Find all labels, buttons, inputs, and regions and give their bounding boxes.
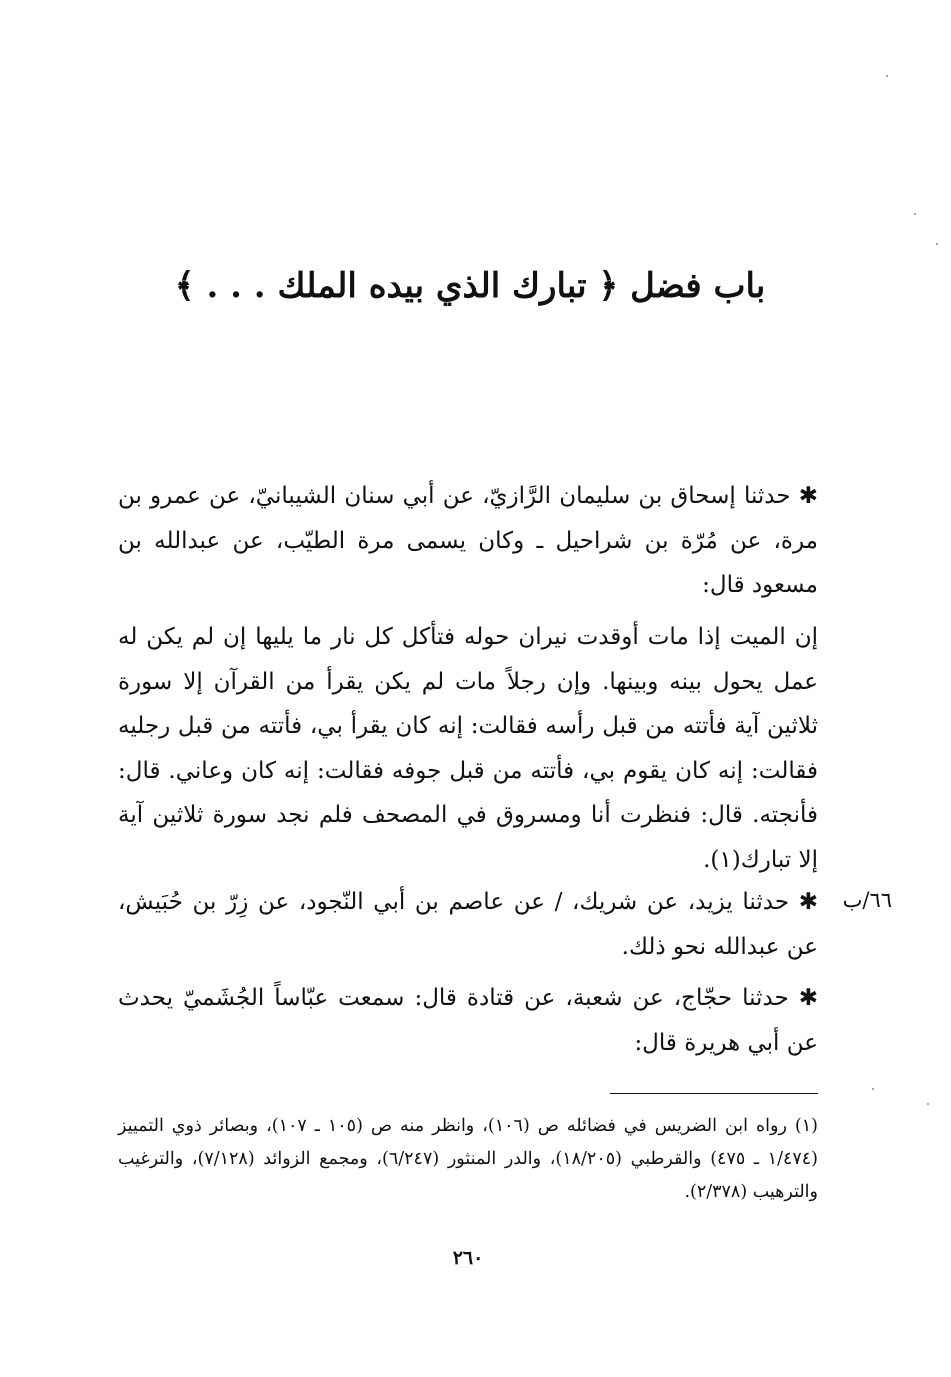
scan-speck xyxy=(872,1088,874,1090)
scan-speck xyxy=(927,1103,929,1105)
scan-speck xyxy=(936,243,938,245)
hadith-paragraph: ✱ حدثنا حجّاج، عن شعبة، عن قتادة قال: سمعت عبّاساً الجُشَميّ يحدث عن أبي هريرة قال: xyxy=(118,985,818,1056)
chapter-title: باب فضل ﴿ تبارك الذي بيده الملك . . . ﴾ xyxy=(174,266,766,306)
footnote-separator xyxy=(610,1093,818,1094)
page-number: ٢٦٠ xyxy=(452,1247,484,1269)
hadith-paragraph: ✱ حدثنا إسحاق بن سليمان الرَّازيّ، عن أبي سنان الشيبانيّ، عن عمرو بن مرة، عن مُرّة بن شراحيل ـ وكان يسمى مرة الطيّب، عن عبدالله بن مسعود قال: xyxy=(118,483,818,598)
scan-speck xyxy=(886,75,888,77)
narration-paragraph: إن الميت إذا مات أوقدت نيران حوله فتأكل كل نار ما يليها إن لم يكن له عمل يحول بينه وبينها. وإن رجلاً مات لم يكن يقرأ من القرآن إلا سورة ثلاثين آية فأتته من قبل رأسه فقالت: إنه كان يقرأ بي، فأتته من قبل رجليه فقالت: إنه كان يقوم بي، فأتته من قبل جوفه فقالت: إنه كان وعاني. قال: فأنجته. قال: فنظرت أنا ومسروق في المصحف فلم نجد سورة ثلاثين آية إلا تبارك(١). xyxy=(118,624,818,873)
footnote: (١) رواه ابن الضريس في فضائله ص (١٠٦)، وانظر منه ص (١٠٥ ـ ١٠٧)، وبصائر ذوي التمييز (١/٤٧٤ ـ ٤٧٥) والقرطبي (١٨/٢٠٥)، والدر المنثور (٦/٢٤٧)، ومجمع الزوائد (٧/١٢٨)، والترغيب والترهيب (٢/٣٧٨). xyxy=(118,1116,818,1202)
scan-speck xyxy=(914,213,916,215)
manuscript-folio-note: ٦٦/ب xyxy=(842,888,892,912)
hadith-paragraph: ✱ حدثنا يزيد، عن شريك، / عن عاصم بن أبي النّجود، عن زِرّ بن حُبَيش، عن عبدالله نحو ذلك. xyxy=(118,889,818,960)
